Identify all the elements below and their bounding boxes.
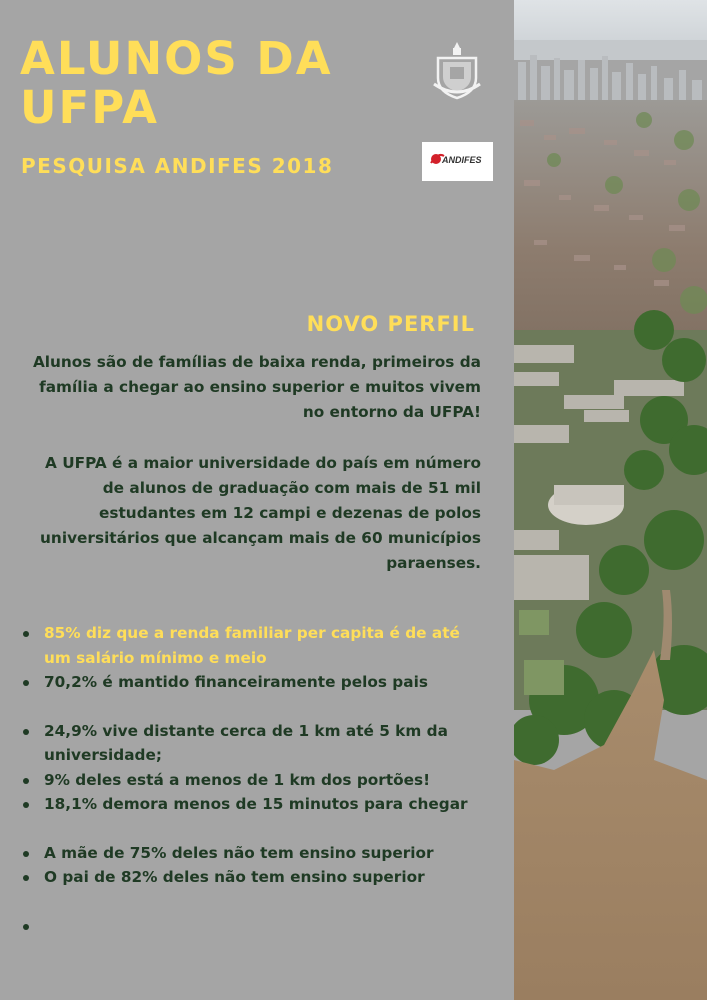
list-item: A mãe de 75% deles não tem ensino superior xyxy=(20,841,490,866)
statistics-list xyxy=(20,621,490,938)
list-item xyxy=(20,914,490,939)
title-line-2: UFPA xyxy=(20,81,159,134)
subtitle: PESQUISA ANDIFES 2018 xyxy=(21,154,334,178)
andifes-logo xyxy=(422,142,493,181)
title-line-1: ALUNOS DA xyxy=(20,32,333,85)
list-item: 9% deles está a menos de 1 km dos portões! xyxy=(20,768,490,793)
section-title: NOVO PERFIL xyxy=(306,312,475,336)
andifes-logo-label: ANDIFES xyxy=(442,155,482,165)
aerial-city-photo xyxy=(514,0,707,1000)
list-item: 24,9% vive distante cerca de 1 km até 5 km da universidade; xyxy=(20,719,490,768)
paragraph-ufpa-size: A UFPA é a maior universidade do país em número de alunos de graduação com mais de 51 mil estudantes em 12 campi e dezenas de polos universitários que alcançam mais de 60 municípios paraenses. xyxy=(40,454,481,572)
list-item: O pai de 82% deles não tem ensino superior xyxy=(20,865,490,890)
paragraph-intro: Alunos são de famílias de baixa renda, primeiros da família a chegar ao ensino superior e muitos vivem no entorno da UFPA! xyxy=(32,353,481,421)
list-item: 85% diz que a renda familiar per capita é de até um salário mínimo e meio xyxy=(20,621,490,670)
list-item: 18,1% demora menos de 15 minutos para chegar xyxy=(20,792,490,817)
main-title xyxy=(20,34,420,132)
ufpa-crest-icon xyxy=(432,40,482,102)
list-item: 70,2% é mantido financeiramente pelos pais xyxy=(20,670,490,695)
